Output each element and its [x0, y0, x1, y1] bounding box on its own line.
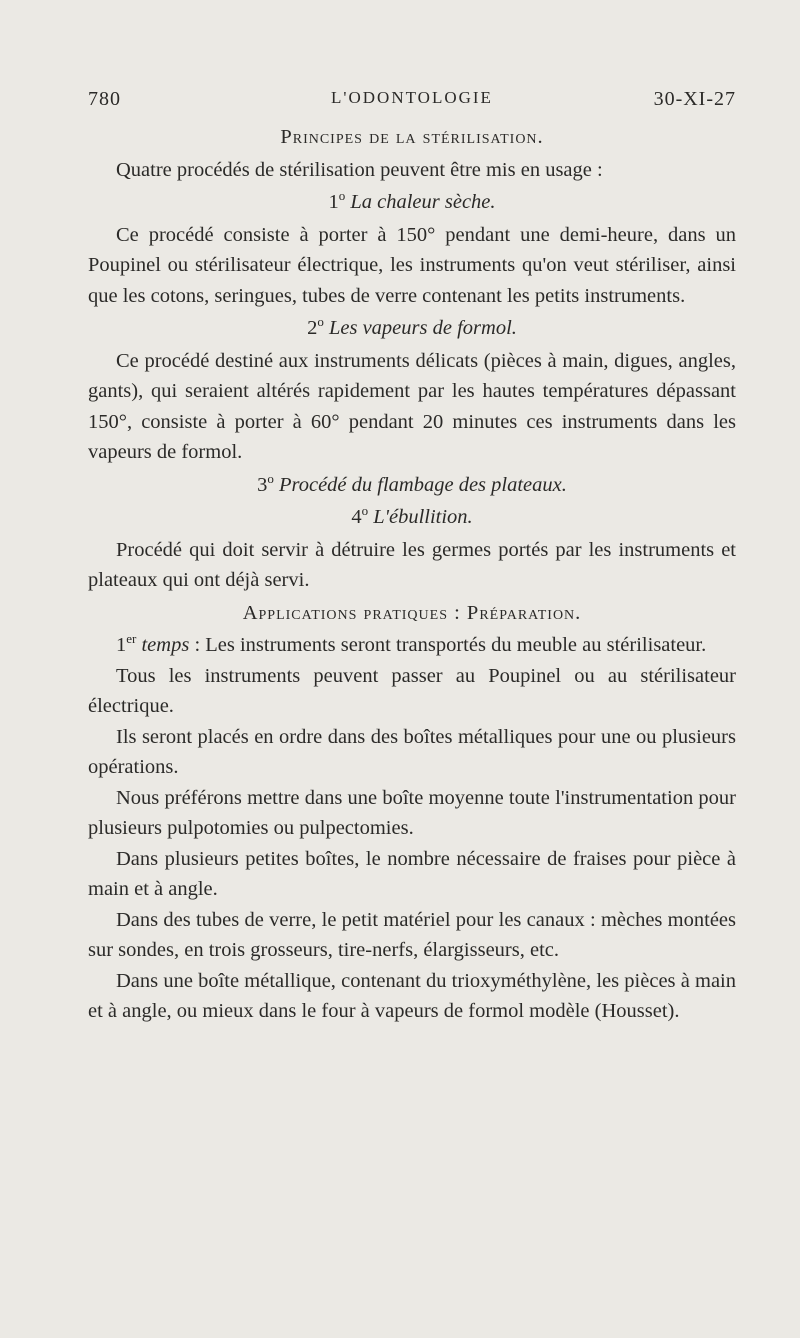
paragraph-small-boxes: Dans plusieurs petites boîtes, le nombre nécessaire de fraises pour pièce à main et à angle. — [88, 847, 736, 900]
issue-date: 30-XI-27 — [653, 88, 736, 110]
paragraph-medium-box: Nous préférons mettre dans une boîte moyenne toute l'instrumentation pour plusieurs pulpotomies ou pulpectomies. — [88, 786, 736, 839]
step-ordinal: er — [126, 631, 137, 647]
item-title: L'ébullition. — [373, 506, 473, 528]
step-text: : Les instruments seront transportés du meuble au stérilisateur. — [189, 634, 707, 656]
intro-paragraph: Quatre procédés de stérilisation peuvent être mis en usage : — [116, 158, 603, 181]
subheading-formol: 2$^o$ Les vapeurs de formol. — [307, 314, 517, 339]
step-number: 1 — [116, 634, 127, 656]
item-number: 2 — [307, 317, 318, 339]
running-header — [88, 88, 736, 114]
item-title: Les vapeurs de formol. — [328, 317, 517, 339]
paragraph-formol: Ce procédé destiné aux instruments délicats (pièces à main, digues, angles, gants), qui seraient altérés rapidement par les hautes températures dépassant 150°, consiste à porter à 60° pendant 20 minutes ces instruments dans les vapeurs de formol. — [88, 349, 736, 463]
section-heading-applications: Applications pratiques : Préparation. — [242, 601, 582, 624]
paragraph-dry-heat: Ce procédé consiste à porter à 150° pendant une demi-heure, dans un Poupinel ou stérilisateur électrique, les instruments qu'on veut stériliser, ainsi que les cotons, seringues, tubes de verre contenant les petits instruments. — [88, 223, 736, 307]
page-number: 780 — [88, 88, 121, 110]
paragraph-poupinel: Tous les instruments peuvent passer au Poupinel ou au stérilisateur électrique. — [88, 664, 736, 717]
paragraph-glass-tubes: Dans des tubes de verre, le petit matériel pour les canaux : mèches montées sur sondes, en trois grosseurs, tire-nerfs, élargisseurs, etc. — [88, 908, 736, 961]
item-title: Procédé du flambage des plateaux. — [279, 473, 567, 496]
item-title: La chaleur sèche. — [350, 191, 496, 213]
item-number: 4 — [351, 506, 362, 528]
article-body — [88, 120, 736, 1027]
item-number: 1 — [328, 191, 339, 213]
item-number: 3 — [257, 473, 268, 496]
paragraph-metal-box: Dans une boîte métallique, contenant du trioxyméthylène, les pièces à main et à angle, ou mieux dans le four à vapeurs de formol modèle (Housset). — [88, 969, 736, 1022]
step-label: temps — [141, 634, 190, 656]
subheading-dry-heat: 1$^o$ La chaleur sèche. — [328, 188, 496, 213]
section-heading-principles: Principes de la stérilisation. — [280, 126, 544, 148]
subheading-ebullition: 4$^o$ L'ébullition. — [351, 503, 473, 528]
paragraph-first-step — [88, 630, 736, 661]
paragraph-ebullition: Procédé qui doit servir à détruire les germes portés par les instruments et plateaux qui ont déjà servi. — [88, 538, 736, 591]
subheading-flambage: 3$^o$ Procédé du flambage des plateaux. — [257, 470, 567, 496]
paragraph-boxes: Ils seront placés en ordre dans des boîtes métalliques pour une ou plusieurs opérations. — [88, 725, 736, 778]
journal-title: L'ODONTOLOGIE — [331, 88, 493, 107]
